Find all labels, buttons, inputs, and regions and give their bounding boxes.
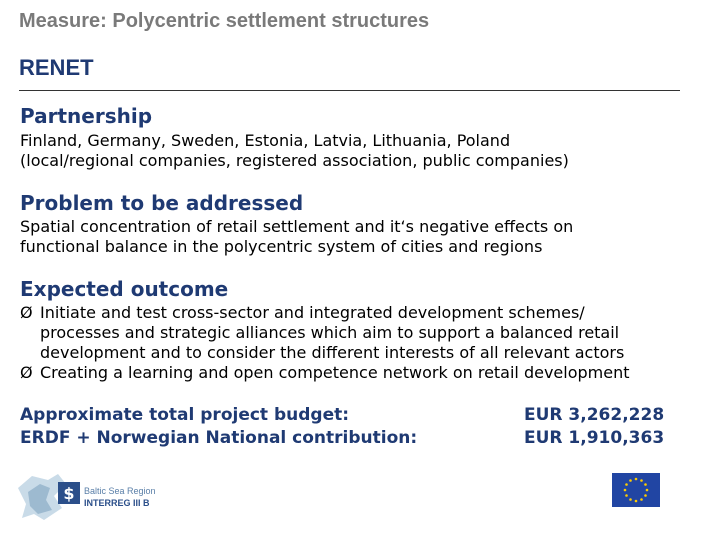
- budget-values: [524, 404, 664, 450]
- partnership-line: Finland, Germany, Sweden, Estonia, Latvia, Lithuania, Poland: [20, 131, 511, 150]
- problem-text: [20, 217, 573, 257]
- outcome-list: [20, 303, 630, 383]
- erdf-contribution-value: EUR 1,910,363: [524, 428, 665, 448]
- bullet-line: processes and strategic alliances which aim to support a balanced retail: [40, 323, 620, 342]
- logo-text-line1: Baltic Sea Region: [84, 486, 156, 496]
- project-name: RENET: [19, 55, 94, 80]
- interreg-logo-icon: [14, 468, 174, 526]
- partnership-heading: Partnership: [20, 104, 153, 128]
- budget-labels: [20, 404, 417, 450]
- outcome-bullet: [20, 303, 630, 363]
- problem-heading: Problem to be addressed: [20, 191, 304, 215]
- total-budget-label: Approximate total project budget:: [20, 405, 350, 425]
- outcome-heading: Expected outcome: [20, 277, 229, 301]
- bullet-line: development and to consider the different interests of all relevant actors: [40, 343, 625, 362]
- measure-title: Measure: Polycentric settlement structures: [19, 10, 430, 32]
- title-divider: [19, 90, 680, 91]
- bullet-line: Initiate and test cross-sector and integrated development schemes/: [40, 303, 585, 322]
- arrow-bullet-icon: Ø: [20, 303, 33, 322]
- problem-line: functional balance in the polycentric system of cities and regions: [20, 237, 543, 256]
- bullet-line: Creating a learning and open competence network on retail development: [40, 363, 630, 382]
- partnership-line: (local/regional companies, registered association, public companies): [20, 151, 569, 170]
- partnership-text: [20, 131, 569, 171]
- total-budget-value: EUR 3,262,228: [524, 405, 665, 425]
- eu-flag-icon: [612, 473, 660, 507]
- logo-text-line2: INTERREG III B: [84, 498, 150, 508]
- svg-text:$: $: [63, 484, 75, 503]
- erdf-contribution-label: ERDF + Norwegian National contribution:: [20, 428, 418, 448]
- problem-line: Spatial concentration of retail settlement and it‘s negative effects on: [20, 217, 574, 236]
- outcome-bullet: [20, 363, 630, 383]
- arrow-bullet-icon: Ø: [20, 363, 33, 382]
